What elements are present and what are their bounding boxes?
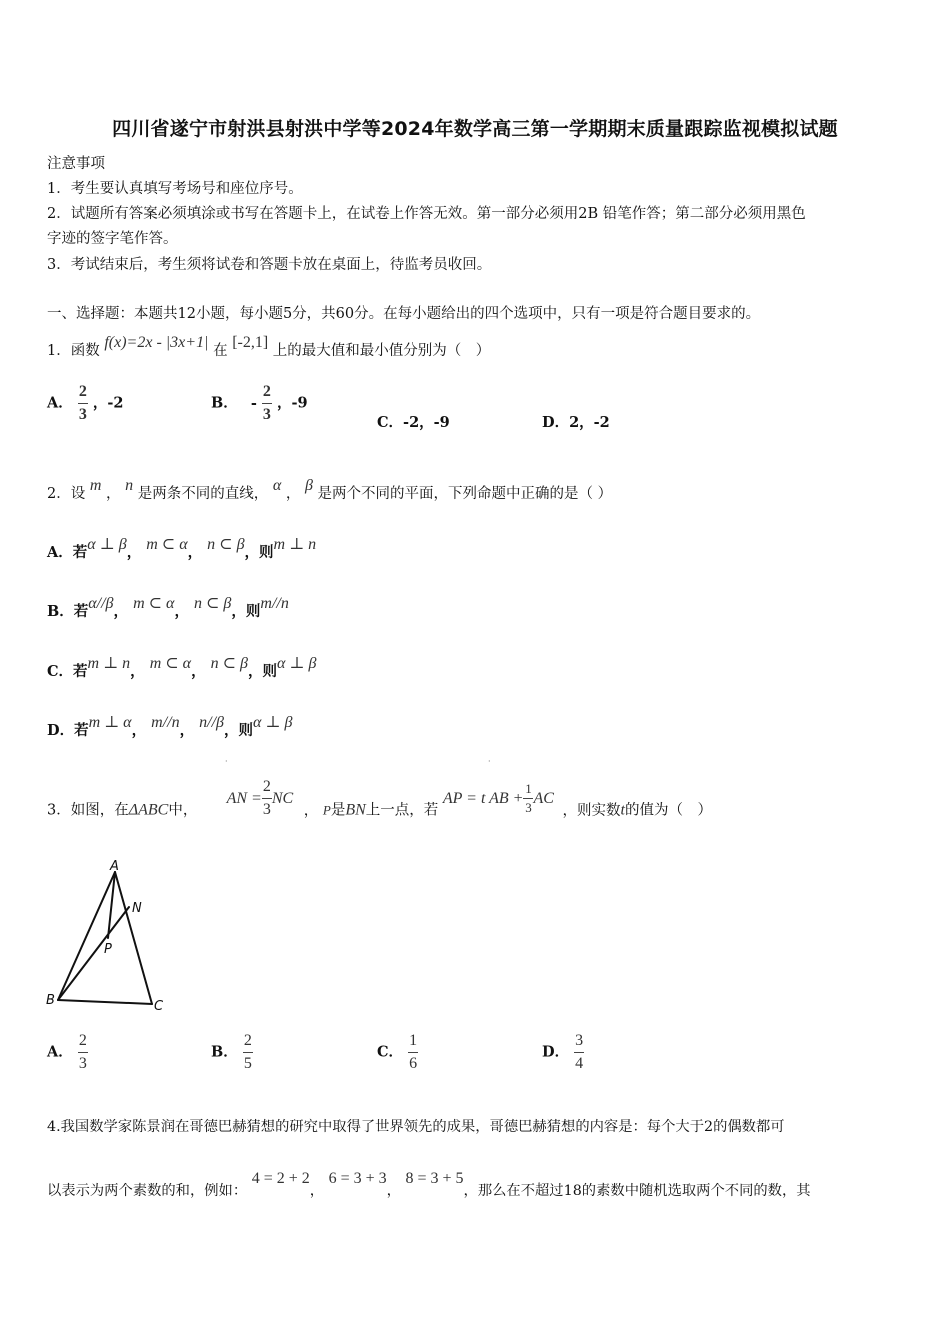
fraction: $\frac{1}{6}$	[409, 1032, 418, 1072]
edge-ac	[115, 872, 152, 1004]
q2-mid: 是两条不同的直线，	[137, 486, 269, 502]
q1-interval: [-2,1]	[232, 334, 269, 351]
q4-post: ，那么在不超过18的素数中随机选取两个不同的数，其	[463, 1183, 811, 1199]
math-alpha: α	[272, 477, 282, 494]
q3-comma: ，	[303, 802, 319, 819]
math-eq: 4 = 2 + 2	[251, 1170, 310, 1187]
q1-post: 上的最大值和最小值分别为（ ）	[272, 343, 491, 359]
fraction: $\frac{2}{5}$	[243, 1032, 252, 1072]
q3-post: 的值为（ ）	[624, 802, 712, 819]
q4-pre: 以表示为两个素数的和，例如：	[47, 1183, 248, 1199]
page-title: 四川省遂宁市射洪县射洪中学等2024年数学高三第一学期期末质量跟踪监视模拟试题	[112, 118, 838, 140]
option-label: A．	[47, 1043, 73, 1061]
q3-option-a[interactable]	[47, 1032, 88, 1073]
q3-stem	[47, 778, 712, 831]
q1-mid: 在	[213, 343, 228, 359]
notice-item-2-cont: 字迹的签字笔作答。	[47, 231, 178, 247]
option-label: A．若	[47, 544, 88, 561]
option-label: D．若	[47, 722, 89, 739]
option-label: A．	[47, 394, 73, 412]
math-ac: AC	[533, 789, 554, 807]
math-n: n	[125, 477, 134, 494]
q3-pre: 3．如图，在	[47, 802, 129, 819]
notice-item-3: 3．考试结束后，考生须将试卷和答题卡放在桌面上，待监考员收回。	[47, 257, 492, 273]
q2-sep: ，	[285, 486, 301, 502]
edge-bc	[58, 1000, 152, 1004]
math-beta: β	[304, 477, 313, 494]
triangle-figure	[40, 852, 180, 1017]
q3-mid: 是	[330, 802, 346, 819]
condition: n ⊂ β	[210, 655, 249, 672]
fraction: $\frac{2}{3}$	[78, 383, 87, 423]
vector-dot: ·	[225, 757, 228, 766]
condition: m ⊂ α	[146, 536, 188, 553]
math-m: m	[89, 477, 102, 494]
vector-dot: ·	[488, 757, 491, 766]
option-rest: ，-9	[276, 394, 308, 412]
math-p: P	[322, 802, 331, 818]
q1-stem	[47, 334, 491, 360]
option-label: D．	[542, 1043, 570, 1061]
q1-formula: f(x)=2x - |3x+1|	[104, 334, 209, 351]
q1-option-d[interactable]	[542, 411, 610, 432]
section-heading: 一、选择题：本题共12小题，每小题5分，共60分。在每小题给出的四个选项中，只有一项是符合题目要求的。	[47, 306, 761, 322]
q2-stem	[47, 477, 613, 503]
math-ap: AP = t AB +	[442, 789, 524, 807]
condition: n ⊂ β	[194, 595, 232, 612]
q2-sep: ，	[106, 486, 121, 502]
option-text: 2，-2	[569, 414, 610, 431]
option-label: C．	[377, 1043, 404, 1061]
fraction: $\frac{2}{3}$	[262, 778, 271, 818]
fraction: $\frac{3}{4}$	[575, 1032, 584, 1072]
conclusion: m ⊥ n	[273, 536, 317, 553]
fraction: $\frac{2}{3}$	[262, 383, 271, 423]
math-eq: 6 = 3 + 3	[328, 1170, 387, 1187]
condition: α ⊥ β	[87, 536, 127, 553]
condition: m ⊂ α	[133, 595, 175, 612]
q1-option-a[interactable]	[47, 383, 124, 424]
math-bn: BN	[345, 801, 366, 819]
conclusion: α ⊥ β	[277, 655, 317, 672]
q1-option-c[interactable]	[377, 411, 450, 432]
q3-option-c[interactable]	[377, 1032, 418, 1073]
option-rest: ，-2	[92, 394, 124, 412]
label-p: P	[104, 942, 112, 957]
option-sign: -	[250, 394, 257, 412]
condition: n ⊂ β	[207, 536, 245, 553]
q2-option-c[interactable]: C．若m ⊥ n， m ⊂ α， n ⊂ β，则α ⊥ β	[47, 655, 317, 680]
option-label: D．	[542, 414, 570, 431]
math-eq: 8 = 3 + 5	[405, 1170, 464, 1187]
q2-post: 是两个不同的平面，下列命题中正确的是（ ）	[317, 486, 613, 502]
q4-line-2: 以表示为两个素数的和，例如： 4 = 2 + 2， 6 = 3 + 3， 8 = 3 + 5，那么在不超过18的素数中随机选取两个不同的数，其	[47, 1170, 811, 1199]
condition: n//β	[199, 714, 225, 731]
option-label: C．若	[47, 663, 88, 680]
q1-option-b[interactable]	[211, 383, 308, 424]
label-c: C	[154, 999, 164, 1014]
conclusion: α ⊥ β	[253, 714, 293, 731]
option-label: B．若	[47, 603, 89, 620]
conclusion: m//n	[260, 595, 289, 612]
notice-item-1: 1．考生要认真填写考场号和座位序号。	[47, 181, 303, 197]
q2-option-a[interactable]: A．若α ⊥ β， m ⊂ α， n ⊂ β，则m ⊥ n	[47, 536, 317, 561]
q2-option-d[interactable]: D．若m ⊥ α， m//n， n//β，则α ⊥ β	[47, 714, 293, 739]
condition: m ⊥ n	[87, 655, 131, 672]
condition: m ⊥ α	[88, 714, 132, 731]
q4-line-1: 4.我国数学家陈景润在哥德巴赫猜想的研究中取得了世界领先的成果，哥德巴赫猜想的内容是：每个大于2的偶数都可	[47, 1119, 785, 1135]
option-label: B．	[211, 1043, 238, 1061]
math-triangle: ΔABC	[128, 801, 169, 819]
option-text: -2，-9	[403, 414, 450, 431]
label-a: A	[110, 859, 119, 874]
notice-item-2: 2．试题所有答案必须填涂或书写在答题卡上，在试卷上作答无效。第一部分必须用2B 铅笔作答；第二部分必须用黑色	[47, 206, 806, 222]
q3-post: ，则实数	[562, 802, 621, 819]
condition: m//n	[151, 714, 180, 731]
then-text: ，则	[224, 722, 254, 739]
condition: m ⊂ α	[149, 655, 192, 672]
q3-mid: 上一点，若	[365, 802, 439, 819]
q1-pre: 1．函数	[47, 343, 100, 359]
then-text: ，则	[231, 603, 261, 620]
q3-option-b[interactable]	[211, 1032, 253, 1073]
then-text: ，则	[244, 544, 274, 561]
condition: α//β	[88, 595, 114, 612]
then-text: ，则	[248, 663, 278, 680]
label-b: B	[46, 993, 55, 1008]
math-t: t	[620, 801, 625, 819]
option-label: B．	[211, 394, 238, 412]
option-label: C．	[377, 414, 404, 431]
q2-option-b[interactable]: B．若α//β， m ⊂ α， n ⊂ β，则m//n	[47, 595, 289, 620]
notice-heading: 注意事项	[47, 156, 105, 172]
q2-pre: 2．设	[47, 486, 86, 502]
fraction: $\frac{2}{3}$	[78, 1032, 87, 1072]
q3-mid: 中，	[168, 802, 198, 819]
math-an: AN =	[226, 789, 262, 807]
math-nc: NC	[271, 789, 294, 807]
fraction: $\frac{1}{3}$	[525, 781, 532, 815]
label-n: N	[132, 901, 142, 916]
q3-option-d[interactable]	[542, 1032, 584, 1073]
